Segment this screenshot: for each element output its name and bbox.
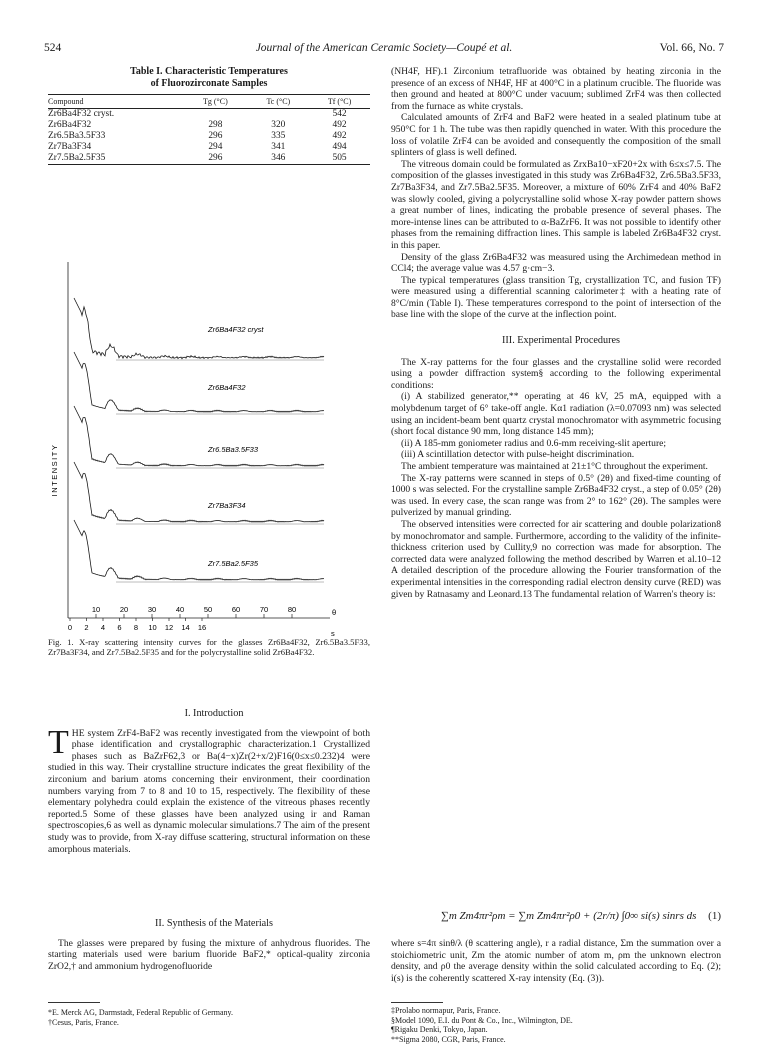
col-tg: Tg (°C) [183,95,247,109]
s-tick-label: 10 [148,623,157,632]
paragraph: (iii) A scintillation detector with pulse-height discrimination. [401,449,635,461]
footnote: †Cesus, Paris, France. [48,1017,119,1027]
footnote-rule [391,1002,443,1003]
table-title-line2: of Fluorozirconate Samples [150,78,268,89]
xray-intensity-figure [48,240,370,640]
s-tick-label: 0 [67,623,73,632]
s-tick-label: 4 [100,623,106,632]
intensity-curve [74,520,324,580]
temperature-table [48,94,370,165]
equation-body: ∑m Zm4πr²ρm = ∑m Zm4πr²ρ0 + (2r/π) ∫0∞ si(s) sinrs ds [441,910,697,922]
theta-tick-label: 80 [287,605,297,614]
synthesis-text: The glasses were prepared by fusing the mixture of anhydrous fluorides. The starting materials used were barium fluoride BaF2,* optical-quality zirconia ZrO2,† and ammonium hydrogenofluoride [48,937,370,972]
paragraph: (i) A stabilized generator,** operating at 46 kV, 25 mA, equipped with a molybdenum target of 6° take-off angle. Kα1 radiation (λ=0.07093 nm) was selected using an incident-beam bent quartz crystal monochromator with asymmetric focusing (short focal distance 90 mm, long distance 145 mm); [391,391,721,438]
table-cell [248,109,310,121]
curve-label: Zr6Ba4F32 [208,383,246,392]
footnote: **Sigma 2080, CGR, Paris, France. [391,1034,506,1044]
table-title [48,66,370,90]
table-cell: Zr7Ba3F34 [48,142,92,152]
curve-label: Zr6.5Ba3.5F33 [208,445,259,454]
theta-axis-ticks [92,605,296,618]
s-tick-label: 6 [117,623,122,632]
intro-text: HE system ZrF4-BaF2 was recently investigated from the viewpoint of both phase identification and crystallographic characterization.1 Crystallized phases such as BaZrF62,3 or Ba(4−x)Zr(2+x/2)F16(0≤x≤0.232)4 were studied in this way. Their crystalline structure indicates the great flexibility of the zirconium and barium atoms concerning their environment, their coordination numbers varying from 7 to 8 and 10 to 15, respectively. The flexibility of these elementary polyhedra could explain the existence of the vitreous phases recently reported.5 Some of these glasses have been analyzed using ir and Raman spectroscopies,6 as well as dynamic molecular simulations.7 The aim of the present study was to provide, from X-ray diffuse scattering, structural information on these amorphous materials. [48,727,370,855]
table-cell: 492 [332,120,347,130]
theta-tick-label: 60 [231,605,241,614]
curve-label: Zr6Ba4F32 cryst [208,325,264,334]
s-tick-label: 12 [164,623,174,632]
left-footnotes [48,1008,370,1027]
synthesis-section [48,918,370,972]
intensity-curve [74,298,324,359]
table-header-row [48,95,370,109]
theta-tick-label: 70 [259,605,269,614]
paragraph: Density of the glass Zr6Ba4F32 was measured using the Archimedean method in CCl4; the average value was 4.57 g·cm−3. [391,251,721,275]
s-tick-label: 2 [84,623,89,632]
table-cell: 320 [271,120,286,130]
table-row [48,131,370,142]
intro-paragraph [48,723,370,856]
paragraph: (NH4F, HF).1 Zirconium tetrafluoride was obtained by heating zirconia in the presence of an excess of NH4F, HF at 400°C in a platinum crucible. The fluoride was then ground and heated at 800°C under vacuum; sublimed ZrF4 was then collected from the furnace as white crystals. [391,66,721,112]
s-axis-ticks [68,618,206,632]
figure-caption: Fig. 1. X-ray scattering intensity curves for the glasses Zr6Ba4F32, Zr6.5Ba3.5F33, Zr7Ba3F34, and Zr7.5Ba2.5F35 and for the polycrystalline solid Zr6Ba4F32. [48,637,370,658]
theta-tick-label: 20 [119,605,129,614]
intensity-curve [74,406,324,466]
table-cell: 298 [208,120,223,130]
journal-title: Journal of the American Ceramic Society—Coupé et al. [255,42,513,54]
footnote-rule [48,1002,100,1003]
table-cell: 505 [309,153,370,165]
paragraph: The X-ray patterns were scanned in steps of 0.5° (2θ) and fixed-time counting of 1000 s was selected. For the crystalline sample Zr6Ba4F32 cryst., a step of 0.05° (2θ) was used. In every case, the scan range was from 2° to 162° (2θ). The samples were pulverized by manual grinding. [391,472,721,519]
s-tick-label: 14 [181,623,190,632]
right-column [391,66,721,600]
paragraph: The ambient temperature was maintained at 21±1°C throughout the experiment. [401,461,708,472]
table-cell: 494 [332,142,347,152]
page-number: 524 [44,42,62,54]
s-tick-label: 8 [133,623,139,632]
theta-axis-symbol: θ [332,608,337,617]
table-cell: 335 [271,131,286,141]
footnote: §Model 1090, E.I. du Pont & Co., Inc., Wilmington, DE. [391,1015,573,1025]
footnote: ¶Rigaku Denki, Tokyo, Japan. [391,1025,488,1035]
equation-1 [391,902,721,932]
paragraph: Calculated amounts of ZrF4 and BaF2 were heated in a sealed platinum tube at 950°C for 1 h. The tube was then rapidly quenched in water. With this procedure the loss of volatile ZrF4 can be avoided and consequently the composition of the small splinters of glass is well defined. [391,112,721,159]
paragraph: where s=4π sinθ/λ (θ scattering angle), r a radial distance, Σm the summation over a stoichiometric unit, Zm the atomic number of atom m, ρm the unknown electron density, and ρ0 the average density within the solid calculated according to Eq. (2); i(s) is the coherently scattered X-ray intensity (Eq. (3)). [391,938,721,984]
table-cell: 341 [271,142,286,152]
table-row [48,109,370,121]
s-tick-label: 16 [197,623,207,632]
table-cell [183,109,247,121]
table-cell: 346 [248,153,310,165]
col-compound: Compound [48,95,183,109]
table-row [48,120,370,131]
right-column-continued [391,938,721,984]
paragraph: The typical temperatures (glass transition Tg, crystallization TC, and fusion TF) were measured using a differential scanning calorimeter‡ with a heating rate of 8°C/min (Table I). These temperatures correspond to the point of intersection of the base line with the slope of the curve at the inflection point. [391,274,721,321]
paragraph: The X-ray patterns for the four glasses and the crystalline solid were recorded using a powder diffraction system§ according to the following experimental conditions: [391,356,721,391]
volume-info: Vol. 66, No. 7 [659,42,724,54]
table-cell: 296 [183,153,247,165]
curve-label: Zr7.5Ba2.5F35 [208,559,259,568]
table-row [48,142,370,153]
footnote: ‡Prolabo normapur, Paris, France. [391,1006,501,1015]
table-row [48,153,370,165]
curve-label: Zr7Ba3F34 [208,501,246,510]
table-cell: Zr6.5Ba3.5F33 [48,131,106,141]
theta-tick-label: 50 [203,605,213,614]
table-cell: 294 [208,142,223,152]
paragraph: The observed intensities were corrected for air scattering and double polarization8 by monochromator and sample. Furthermore, according to the validity of the infinite-thickness criterion used by Cullity,9 no correction was made for absorption. The corrected data were analyzed following the method described by Warren et al.10–12 A detailed description of the procedure allowing the Fourier transformation of the experimental intensities in the corresponding radial electron density curve (RED) was given by Ratnasamy and Leonard.13 The fundamental relation of Warren's theory is: [391,518,721,600]
table-title-line1: Table I. Characteristic Temperatures [130,66,288,77]
equation-number: (1) [708,910,721,922]
right-footnotes [391,1006,721,1044]
experimental-heading: III. Experimental Procedures [502,335,620,347]
intensity-curves [74,298,324,582]
table-cell: 296 [208,131,223,141]
table-cell: 492 [332,131,347,141]
table-cell: Zr7.5Ba2.5F35 [48,153,183,165]
paragraph: (ii) A 185-mm goniometer radius and 0.6-mm receiving-slit aperture; [401,437,667,449]
intensity-curve [74,352,324,412]
curve-labels [207,325,264,568]
intensity-curve [74,462,324,522]
theta-tick-label: 30 [147,605,157,614]
col-tc: Tc (°C) [248,95,310,109]
intro-heading: I. Introduction [184,708,244,719]
col-tf: Tf (°C) [309,95,370,109]
synthesis-heading: II. Synthesis of the Materials [155,918,273,929]
s-axis-symbol: s [331,629,335,638]
y-axis-label: INTENSITY [50,443,59,497]
paragraph: The vitreous domain could be formulated as ZrxBa10−xF20+2x with 6≤x≤7.5. The composition of the glasses investigated in this study was Zr6Ba4F32, Zr6.5Ba3.5F33, Zr7Ba3F34, and Zr7.5Ba2.5F35. Moreover, a mixture of 60% ZrF4 and 40% BaF2 was slowly cooled, giving a polycrystalline solid whose X-ray powder pattern shows a great number of lines, indicating the probable presence of several phases. The more-intense lines can be attributed to α-BaZrF6. It was not possible to identify other phases from the remaining diffraction lines. This sample is labeled Zr6Ba4F32 cryst. in this paper. [391,158,721,251]
table-cell: Zr6Ba4F32 cryst. [48,109,115,119]
drop-cap: T [48,723,69,761]
footnote: *E. Merck AG, Darmstadt, Federal Republic of Germany. [48,1008,233,1017]
introduction-section [48,708,370,855]
theta-tick-label: 10 [91,605,101,614]
theta-tick-label: 40 [175,605,185,614]
table-cell: 542 [332,109,347,119]
running-header [44,42,724,58]
table-cell: Zr6Ba4F32 [48,120,92,130]
